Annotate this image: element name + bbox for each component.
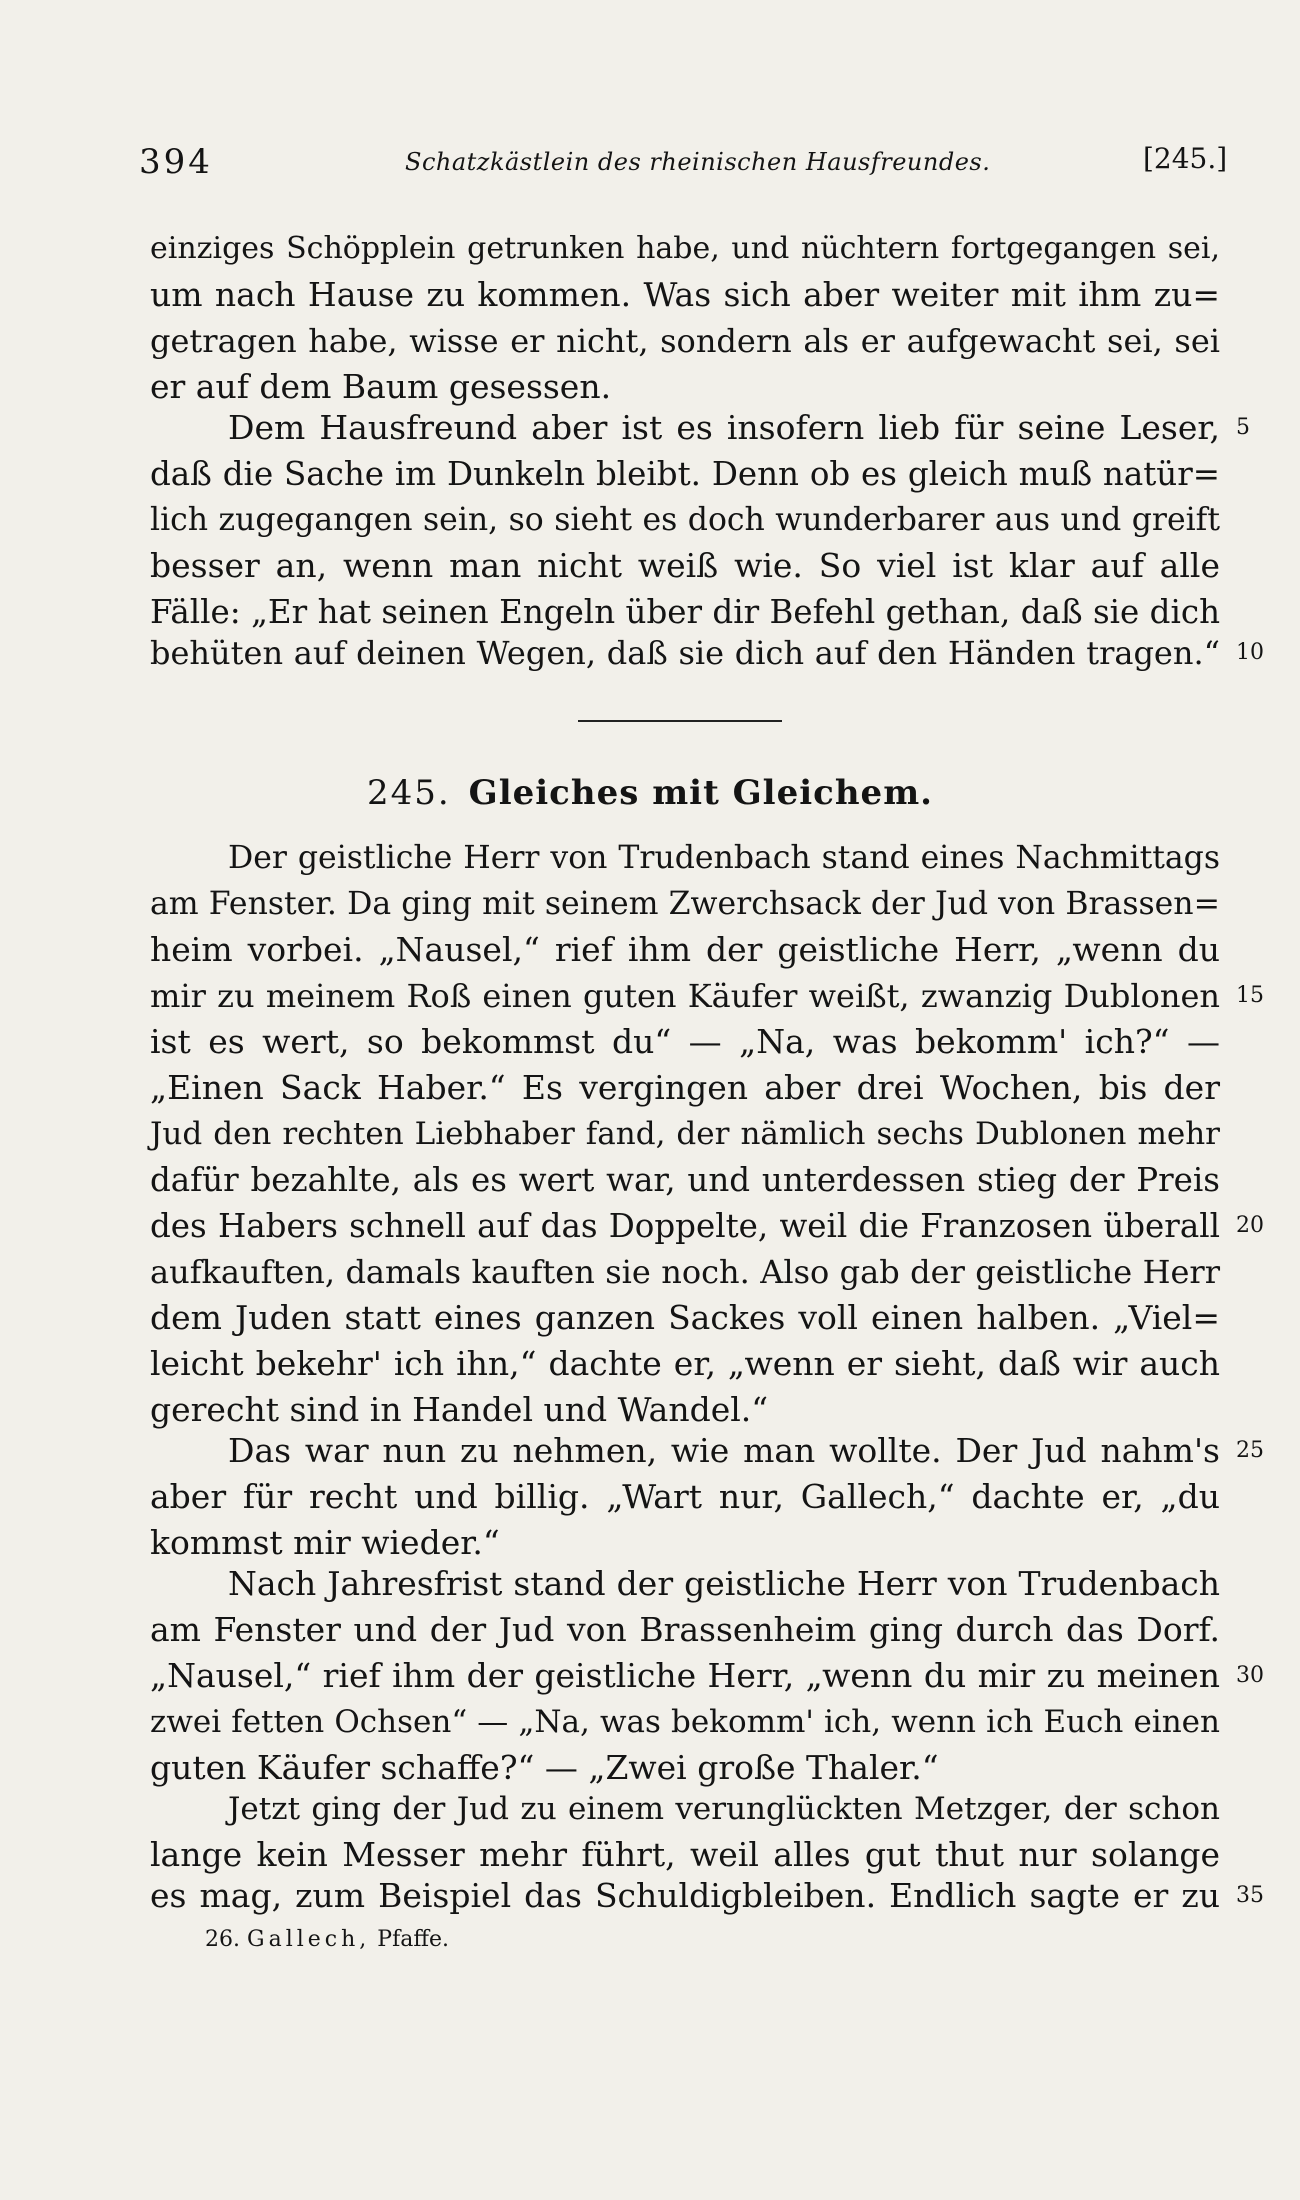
text-line: Dem Hausfreund aber ist es insofern lieb für seine Leser,: [228, 408, 1220, 447]
text-line: guten Käufer schaffe?“ — „Zwei große Thaler.“: [150, 1748, 939, 1787]
text-line: leicht bekehr' ich ihn,“ dachte er, „wenn er sieht, daß wir auch: [150, 1344, 1220, 1383]
text-line: Nach Jahresfrist stand der geistliche Herr von Trudenbach: [228, 1564, 1220, 1603]
text-line: des Habers schnell auf das Doppelte, weil die Franzosen überall: [150, 1207, 1220, 1245]
text-line: Jetzt ging der Jud zu einem verunglückten Metzger, der schon: [228, 1791, 1220, 1827]
text-line: dafür bezahlte, als es wert war, und unterdessen stieg der Preis: [150, 1161, 1220, 1199]
line-number: 35: [1236, 1883, 1264, 1908]
text-line: lange kein Messer mehr führt, weil alles gut thut nur solange: [150, 1835, 1220, 1874]
text-line: heim vorbei. „Nausel,“ rief ihm der geistliche Herr, „wenn du: [150, 930, 1220, 969]
line-number: 30: [1236, 1663, 1264, 1688]
section-marker: [245.]: [1143, 142, 1228, 175]
page-header: [0, 142, 1300, 182]
text-line: aber für recht und billig. „Wart nur, Gallech,“ dachte er, „du: [150, 1477, 1220, 1516]
text-line: gerecht sind in Handel und Wandel.“: [150, 1390, 769, 1429]
section-title: Gleiches mit Gleichem.: [468, 773, 934, 813]
text-line: besser an, wenn man nicht weiß wie. So viel ist klar auf alle: [150, 546, 1220, 585]
line-number: 20: [1236, 1213, 1264, 1238]
text-line: Das war nun zu nehmen, wie man wollte. Der Jud nahm's: [228, 1431, 1220, 1470]
text-line: Fälle: „Er hat seinen Engeln über dir Befehl gethan, daß sie dich: [150, 593, 1220, 631]
footnote-gloss: Pfaffe.: [377, 1927, 449, 1952]
text-line: „Einen Sack Haber.“ Es vergingen aber drei Wochen, bis der: [150, 1068, 1220, 1107]
text-line: Der geistliche Herr von Trudenbach stand eines Nachmittags: [228, 840, 1220, 876]
footnote-word: Gallech,: [247, 1927, 371, 1952]
footnote-number: 26.: [205, 1927, 240, 1952]
text-line: um nach Hause zu kommen. Was sich aber weiter mit ihm zu=: [150, 275, 1220, 314]
section-divider: [578, 720, 782, 722]
text-line: behüten auf deinen Wegen, daß sie dich auf den Händen tragen.“: [150, 634, 1220, 672]
text-line: einziges Schöpplein getrunken habe, und nüchtern fortgegangen sei,: [150, 231, 1220, 266]
text-line: es mag, zum Beispiel das Schuldigbleiben. Endlich sagte er zu: [150, 1876, 1220, 1915]
text-line: „Nausel,“ rief ihm der geistliche Herr, „wenn du mir zu meinen: [150, 1656, 1220, 1695]
running-title: Schatzkästlein des rheinischen Hausfreundes.: [405, 148, 991, 176]
section-number: 245.: [366, 773, 451, 813]
section-heading: [0, 770, 1300, 816]
text-line: Jud den rechten Liebhaber fand, der nämlich sechs Dublonen mehr: [150, 1116, 1220, 1152]
text-line: am Fenster und der Jud von Brassenheim ging durch das Dorf.: [150, 1610, 1220, 1649]
text-line: aufkauften, damals kauften sie noch. Also gab der geistliche Herr: [150, 1253, 1220, 1291]
line-number: 10: [1236, 640, 1264, 665]
line-number: 25: [1236, 1438, 1264, 1463]
text-line: dem Juden statt eines ganzen Sackes voll einen halben. „Viel=: [150, 1298, 1220, 1337]
text-line: daß die Sache im Dunkeln bleibt. Denn ob es gleich muß natür=: [150, 455, 1220, 493]
footnote: [205, 1925, 449, 1955]
text-line: lich zugegangen sein, so sieht es doch wunderbarer aus und greift: [150, 502, 1220, 538]
text-line: am Fenster. Da ging mit seinem Zwerchsack der Jud von Brassen=: [150, 886, 1220, 922]
line-number: 5: [1236, 415, 1250, 440]
page-number: 394: [139, 142, 213, 182]
text-line: zwei fetten Ochsen“ — „Na, was bekomm' ich, wenn ich Euch einen: [150, 1704, 1220, 1740]
text-line: getragen habe, wisse er nicht, sondern als er aufgewacht sei, sei: [150, 322, 1220, 360]
text-line: mir zu meinem Roß einen guten Käufer weißt, zwanzig Dublonen: [150, 977, 1220, 1015]
line-number: 15: [1236, 983, 1264, 1008]
text-line: ist es wert, so bekommst du“ — „Na, was bekomm' ich?“ —: [150, 1022, 1220, 1061]
text-line: er auf dem Baum gesessen.: [150, 367, 612, 406]
text-line: kommst mir wieder.“: [150, 1523, 500, 1562]
